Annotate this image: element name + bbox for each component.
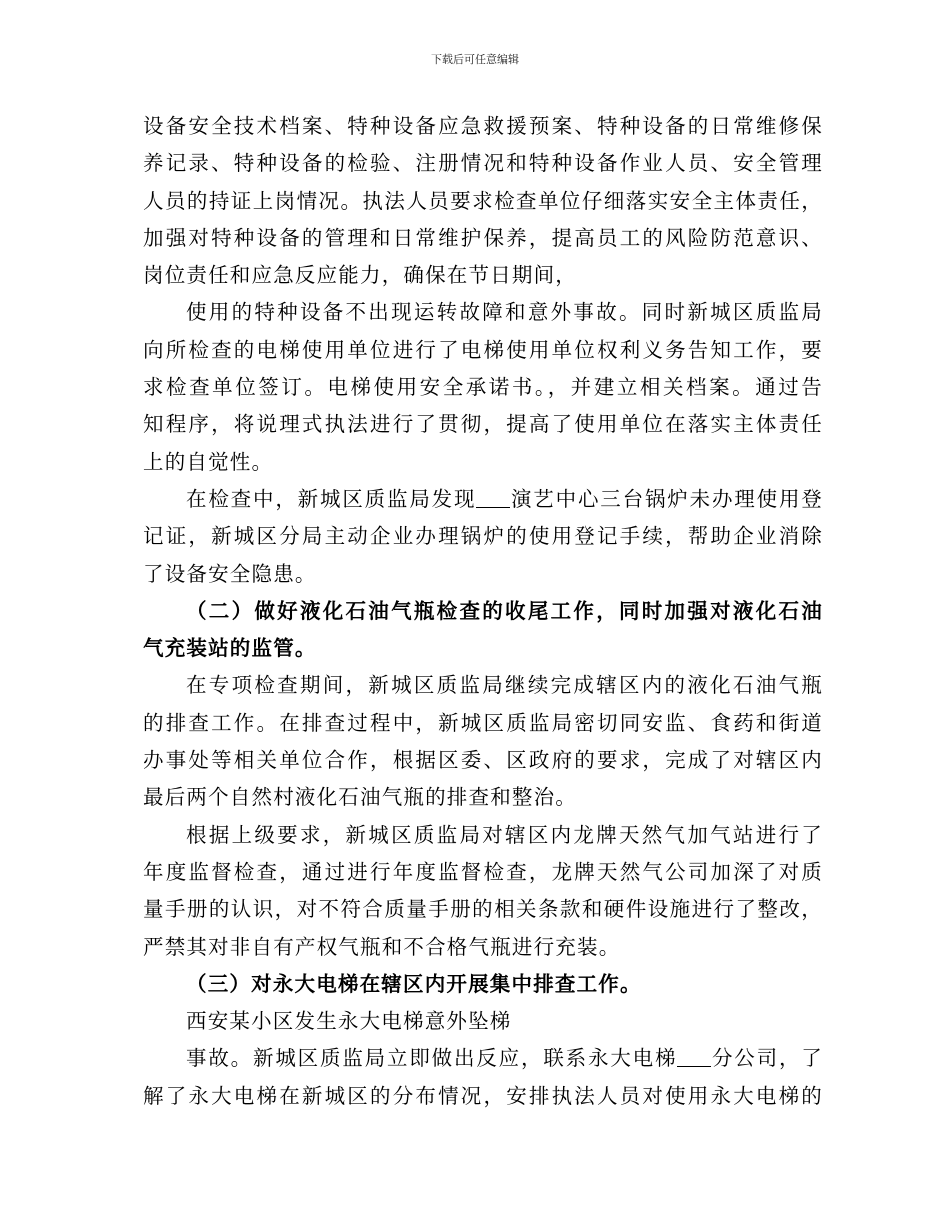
text-line: 养记录、特种设备的检验、注册情况和特种设备作业人员、安全管理 bbox=[143, 151, 823, 176]
document-body bbox=[143, 108, 823, 1115]
text-line: 加强对特种设备的管理和日常维护保养，提高员工的风险防范意识、 bbox=[143, 225, 823, 250]
page-header: 下载后可任意编辑 bbox=[431, 53, 519, 66]
text-line: 西安某小区发生永大电梯意外坠梯 bbox=[186, 1009, 512, 1034]
line-segment: 事故。新城区质监局立即做出反应，联系永大电梯 bbox=[186, 1046, 678, 1071]
text-line: （三）对永大电梯在辖区内开展集中排查工作。 bbox=[186, 971, 642, 996]
text-line: 严禁其对非自有产权气瓶和不合格气瓶进行充装。 bbox=[143, 934, 621, 959]
text-line: 设备安全技术档案、特种设备应急救援预案、特种设备的日常维修保 bbox=[143, 114, 823, 138]
text-line: 解了永大电梯在新城区的分布情况，安排执法人员对使用永大电梯的 bbox=[143, 1083, 823, 1108]
text-line: 使用的特种设备不出现运转故障和意外事故。同时新城区质监局 bbox=[186, 300, 823, 325]
blank-underline bbox=[677, 1046, 711, 1067]
text-line: 人员的持证上岗情况。执法人员要求检查单位仔细落实安全主体责任， bbox=[143, 188, 823, 213]
text-line: 量手册的认识，对不符合质量手册的相关条款和硬件设施进行了整改， bbox=[143, 897, 823, 922]
text-line: 记证，新城区分局主动企业办理锅炉的使用登记手续，帮助企业消除 bbox=[143, 524, 823, 549]
line-segment: 在检查中，新城区质监局发现 bbox=[186, 486, 477, 511]
text-line: 求检查单位签订。电梯使用安全承诺书。，并建立相关档案。通过告 bbox=[143, 375, 823, 400]
text-line: 了设备安全隐患。 bbox=[143, 561, 317, 586]
blank-underline bbox=[476, 487, 510, 508]
text-line: 向所检查的电梯使用单位进行了电梯使用单位权利义务告知工作，要 bbox=[143, 337, 823, 362]
text-line: 岗位责任和应急反应能力，确保在节日期间， bbox=[143, 263, 577, 288]
text-line bbox=[143, 481, 823, 518]
text-line: 在专项检查期间，新城区质监局继续完成辖区内的液化石油气瓶 bbox=[186, 673, 823, 698]
line-segment: 分公司，了 bbox=[711, 1046, 823, 1071]
text-line: 知程序，将说理式执法进行了贯彻，提高了使用单位在落实主体责任 bbox=[143, 412, 823, 437]
text-line: 最后两个自然村液化石油气瓶的排查和整治。 bbox=[143, 785, 577, 810]
text-line: 根据上级要求，新城区质监局对辖区内龙牌天然气加气站进行了 bbox=[186, 822, 823, 847]
text-line: 年度监督检查，通过进行年度监督检查，龙牌天然气公司加深了对质 bbox=[143, 859, 823, 884]
text-line bbox=[143, 1040, 823, 1077]
text-line: （二）做好液化石油气瓶检查的收尾工作，同时加强对液化石油 bbox=[186, 598, 823, 623]
text-line: 上的自觉性。 bbox=[143, 449, 274, 474]
text-line: 办事处等相关单位合作，根据区委、区政府的要求，完成了对辖区内 bbox=[143, 748, 823, 773]
text-line: 气充装站的监管。 bbox=[143, 636, 317, 661]
text-line: 的排查工作。在排查过程中，新城区质监局密切同安监、食药和街道 bbox=[143, 710, 823, 735]
line-segment: 演艺中心三台锅炉未办理使用登 bbox=[510, 486, 823, 511]
